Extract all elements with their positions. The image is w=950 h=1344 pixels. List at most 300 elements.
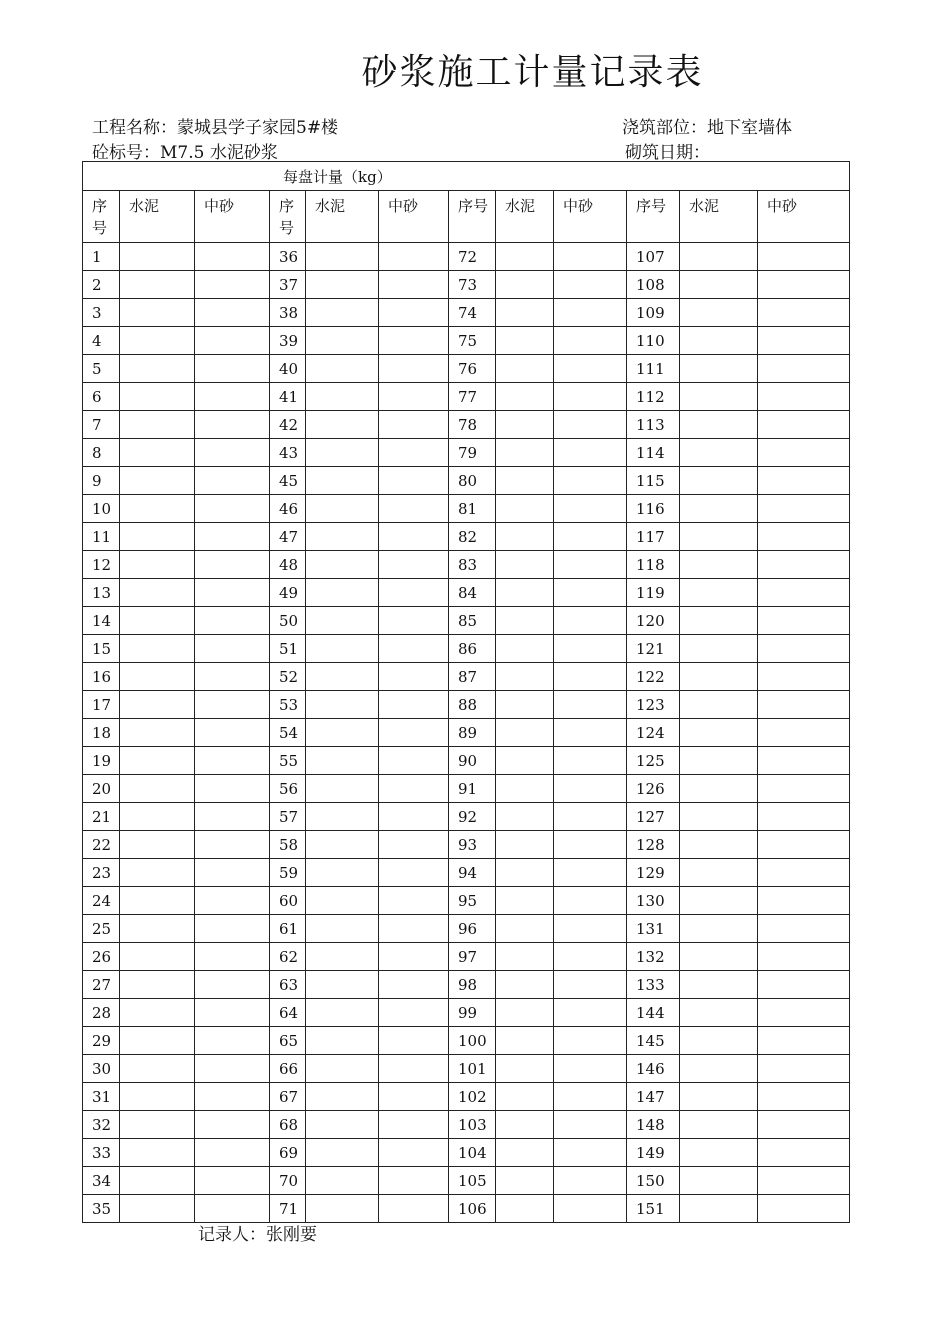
cell-sand[interactable] [379, 803, 449, 831]
cell-sand[interactable] [554, 999, 627, 1027]
cell-sand[interactable] [195, 663, 270, 691]
cell-sand[interactable] [195, 747, 270, 775]
cell-cement[interactable] [306, 887, 379, 915]
cell-cement[interactable] [680, 803, 758, 831]
cell-sand[interactable] [554, 355, 627, 383]
cell-sand[interactable] [379, 1083, 449, 1111]
cell-cement[interactable] [680, 887, 758, 915]
cell-sand[interactable] [195, 1111, 270, 1139]
cell-sand[interactable] [195, 271, 270, 299]
cell-cement[interactable] [680, 943, 758, 971]
cell-cement[interactable] [120, 607, 195, 635]
cell-cement[interactable] [496, 1139, 554, 1167]
cell-cement[interactable] [120, 439, 195, 467]
cell-cement[interactable] [680, 411, 758, 439]
cell-cement[interactable] [120, 747, 195, 775]
cell-cement[interactable] [680, 747, 758, 775]
cell-cement[interactable] [306, 271, 379, 299]
cell-sand[interactable] [195, 691, 270, 719]
cell-cement[interactable] [496, 915, 554, 943]
build-date: 砌筑日期： [625, 143, 710, 163]
cell-cement[interactable] [120, 579, 195, 607]
cell-cement[interactable] [120, 943, 195, 971]
cell-cement[interactable] [306, 635, 379, 663]
cell-sand[interactable] [195, 467, 270, 495]
cell-seq: 15 [83, 635, 120, 663]
cell-sand[interactable] [554, 719, 627, 747]
cell-cement[interactable] [496, 495, 554, 523]
cell-cement[interactable] [680, 775, 758, 803]
cell-cement[interactable] [496, 243, 554, 271]
cell-cement[interactable] [120, 999, 195, 1027]
cell-cement[interactable] [120, 271, 195, 299]
cell-cement[interactable] [496, 467, 554, 495]
cell-cement[interactable] [680, 495, 758, 523]
cell-cement[interactable] [496, 775, 554, 803]
cell-sand[interactable] [379, 551, 449, 579]
cell-sand[interactable] [758, 383, 850, 411]
cell-cement[interactable] [120, 299, 195, 327]
cell-sand[interactable] [758, 971, 850, 999]
cell-cement[interactable] [306, 467, 379, 495]
cell-sand[interactable] [379, 243, 449, 271]
cell-sand[interactable] [554, 243, 627, 271]
cell-sand[interactable] [195, 607, 270, 635]
cell-sand[interactable] [195, 775, 270, 803]
cell-cement[interactable] [680, 1083, 758, 1111]
cell-cement[interactable] [306, 691, 379, 719]
cell-cement[interactable] [680, 579, 758, 607]
cell-cement[interactable] [306, 803, 379, 831]
cell-sand[interactable] [758, 1167, 850, 1195]
cell-cement[interactable] [496, 1167, 554, 1195]
cell-sand[interactable] [379, 859, 449, 887]
cell-cement[interactable] [496, 355, 554, 383]
cell-seq: 124 [627, 719, 680, 747]
cell-cement[interactable] [496, 719, 554, 747]
cell-cement[interactable] [120, 887, 195, 915]
cell-cement[interactable] [306, 243, 379, 271]
cell-sand[interactable] [758, 299, 850, 327]
cell-sand[interactable] [758, 831, 850, 859]
cell-cement[interactable] [120, 1055, 195, 1083]
cell-sand[interactable] [554, 775, 627, 803]
cell-cement[interactable] [496, 523, 554, 551]
cell-sand[interactable] [554, 495, 627, 523]
cell-cement[interactable] [496, 439, 554, 467]
cell-sand[interactable] [195, 299, 270, 327]
cell-sand[interactable] [554, 1083, 627, 1111]
cell-cement[interactable] [120, 1083, 195, 1111]
cell-sand[interactable] [758, 271, 850, 299]
cell-cement[interactable] [496, 271, 554, 299]
cell-cement[interactable] [496, 971, 554, 999]
cell-sand[interactable] [758, 775, 850, 803]
cell-sand[interactable] [195, 551, 270, 579]
cell-cement[interactable] [496, 859, 554, 887]
cell-sand[interactable] [554, 411, 627, 439]
cell-sand[interactable] [379, 355, 449, 383]
cell-cement[interactable] [306, 1027, 379, 1055]
cell-cement[interactable] [496, 803, 554, 831]
cell-sand[interactable] [195, 495, 270, 523]
cell-cement[interactable] [120, 1111, 195, 1139]
cell-sand[interactable] [379, 747, 449, 775]
cell-cement[interactable] [680, 1027, 758, 1055]
cell-sand[interactable] [379, 943, 449, 971]
cell-sand[interactable] [195, 943, 270, 971]
cell-sand[interactable] [379, 1195, 449, 1223]
cell-sand[interactable] [195, 803, 270, 831]
cell-sand[interactable] [758, 467, 850, 495]
cell-sand[interactable] [379, 831, 449, 859]
cell-sand[interactable] [379, 271, 449, 299]
cell-cement[interactable] [680, 831, 758, 859]
cell-cement[interactable] [306, 1083, 379, 1111]
cell-cement[interactable] [680, 999, 758, 1027]
cell-sand[interactable] [195, 1027, 270, 1055]
cell-seq: 70 [270, 1167, 306, 1195]
cell-sand[interactable] [379, 411, 449, 439]
cell-sand[interactable] [379, 915, 449, 943]
cell-sand[interactable] [554, 607, 627, 635]
cell-sand[interactable] [379, 775, 449, 803]
cell-cement[interactable] [680, 299, 758, 327]
cell-sand[interactable] [195, 439, 270, 467]
header-seq: 序号 [83, 191, 120, 243]
cell-sand[interactable] [758, 579, 850, 607]
cell-sand[interactable] [379, 719, 449, 747]
table-row [83, 831, 850, 859]
cell-sand[interactable] [758, 915, 850, 943]
cell-sand[interactable] [758, 551, 850, 579]
cell-cement[interactable] [496, 411, 554, 439]
cell-sand[interactable] [379, 663, 449, 691]
cell-sand[interactable] [554, 831, 627, 859]
cell-sand[interactable] [379, 1139, 449, 1167]
cell-cement[interactable] [496, 327, 554, 355]
cell-sand[interactable] [554, 439, 627, 467]
cell-sand[interactable] [379, 439, 449, 467]
cell-sand[interactable] [379, 1055, 449, 1083]
cell-sand[interactable] [379, 327, 449, 355]
cell-seq: 63 [270, 971, 306, 999]
cell-cement[interactable] [120, 803, 195, 831]
cell-sand[interactable] [554, 1111, 627, 1139]
cell-sand[interactable] [379, 1027, 449, 1055]
cell-cement[interactable] [680, 467, 758, 495]
cell-sand[interactable] [554, 915, 627, 943]
cell-sand[interactable] [554, 579, 627, 607]
cell-cement[interactable] [306, 1055, 379, 1083]
cell-cement[interactable] [120, 523, 195, 551]
cell-cement[interactable] [496, 887, 554, 915]
cell-cement[interactable] [306, 579, 379, 607]
cell-cement[interactable] [306, 915, 379, 943]
cell-sand[interactable] [195, 243, 270, 271]
cell-sand[interactable] [195, 971, 270, 999]
cell-cement[interactable] [120, 383, 195, 411]
cell-sand[interactable] [758, 943, 850, 971]
cell-sand[interactable] [758, 439, 850, 467]
cell-cement[interactable] [496, 831, 554, 859]
cell-sand[interactable] [758, 999, 850, 1027]
cell-cement[interactable] [306, 1139, 379, 1167]
cell-sand[interactable] [758, 635, 850, 663]
table-row [83, 327, 850, 355]
cell-seq: 3 [83, 299, 120, 327]
cell-sand[interactable] [554, 747, 627, 775]
cell-sand[interactable] [554, 803, 627, 831]
cell-cement[interactable] [680, 355, 758, 383]
cell-seq: 36 [270, 243, 306, 271]
cell-sand[interactable] [554, 1027, 627, 1055]
cell-cement[interactable] [680, 271, 758, 299]
cell-sand[interactable] [195, 635, 270, 663]
cell-sand[interactable] [379, 887, 449, 915]
cell-cement[interactable] [120, 663, 195, 691]
cell-sand[interactable] [554, 1195, 627, 1223]
cell-cement[interactable] [120, 859, 195, 887]
cell-seq: 123 [627, 691, 680, 719]
cell-cement[interactable] [120, 1027, 195, 1055]
cell-cement[interactable] [496, 1195, 554, 1223]
cell-sand[interactable] [195, 831, 270, 859]
cell-sand[interactable] [758, 887, 850, 915]
cell-cement[interactable] [496, 747, 554, 775]
cell-cement[interactable] [120, 831, 195, 859]
cell-sand[interactable] [379, 383, 449, 411]
cell-sand[interactable] [554, 1139, 627, 1167]
cell-cement[interactable] [306, 439, 379, 467]
cell-sand[interactable] [554, 691, 627, 719]
cell-cement[interactable] [306, 411, 379, 439]
cell-sand[interactable] [195, 915, 270, 943]
cell-cement[interactable] [120, 495, 195, 523]
cell-cement[interactable] [496, 551, 554, 579]
cell-sand[interactable] [758, 1055, 850, 1083]
cell-sand[interactable] [379, 691, 449, 719]
cell-cement[interactable] [306, 831, 379, 859]
cell-sand[interactable] [554, 523, 627, 551]
cell-cement[interactable] [496, 999, 554, 1027]
cell-cement[interactable] [496, 691, 554, 719]
cell-cement[interactable] [680, 971, 758, 999]
cell-cement[interactable] [680, 1167, 758, 1195]
cell-cement[interactable] [496, 663, 554, 691]
cell-sand[interactable] [554, 327, 627, 355]
cell-cement[interactable] [680, 1195, 758, 1223]
cell-sand[interactable] [195, 719, 270, 747]
cell-sand[interactable] [758, 1139, 850, 1167]
cell-cement[interactable] [306, 1167, 379, 1195]
cell-cement[interactable] [306, 859, 379, 887]
cell-cement[interactable] [306, 719, 379, 747]
cell-sand[interactable] [195, 999, 270, 1027]
cell-sand[interactable] [379, 523, 449, 551]
cell-sand[interactable] [758, 691, 850, 719]
table-row [83, 859, 850, 887]
cell-sand[interactable] [379, 299, 449, 327]
cell-cement[interactable] [306, 523, 379, 551]
cell-cement[interactable] [306, 971, 379, 999]
cell-sand[interactable] [195, 859, 270, 887]
cell-cement[interactable] [120, 635, 195, 663]
cell-cement[interactable] [306, 775, 379, 803]
cell-sand[interactable] [758, 327, 850, 355]
cell-sand[interactable] [379, 635, 449, 663]
cell-sand[interactable] [554, 383, 627, 411]
cell-sand[interactable] [379, 607, 449, 635]
cell-cement[interactable] [306, 551, 379, 579]
cell-sand[interactable] [758, 1083, 850, 1111]
cell-sand[interactable] [195, 1167, 270, 1195]
cell-cement[interactable] [496, 1055, 554, 1083]
cell-seq: 32 [83, 1111, 120, 1139]
cell-sand[interactable] [379, 999, 449, 1027]
cell-cement[interactable] [120, 551, 195, 579]
cell-cement[interactable] [496, 607, 554, 635]
cell-sand[interactable] [195, 1195, 270, 1223]
cell-sand[interactable] [758, 747, 850, 775]
cell-cement[interactable] [120, 971, 195, 999]
cell-sand[interactable] [379, 467, 449, 495]
cell-sand[interactable] [758, 523, 850, 551]
cell-cement[interactable] [680, 439, 758, 467]
cell-sand[interactable] [758, 1027, 850, 1055]
cell-cement[interactable] [306, 299, 379, 327]
cell-cement[interactable] [306, 383, 379, 411]
cell-cement[interactable] [680, 327, 758, 355]
cell-sand[interactable] [554, 663, 627, 691]
cell-seq: 20 [83, 775, 120, 803]
cell-cement[interactable] [496, 579, 554, 607]
cell-cement[interactable] [496, 943, 554, 971]
cell-sand[interactable] [554, 859, 627, 887]
cell-cement[interactable] [120, 915, 195, 943]
cell-cement[interactable] [680, 243, 758, 271]
cell-cement[interactable] [496, 1083, 554, 1111]
cell-sand[interactable] [554, 467, 627, 495]
cell-sand[interactable] [195, 383, 270, 411]
cell-sand[interactable] [195, 1139, 270, 1167]
cell-cement[interactable] [680, 607, 758, 635]
header-sand: 中砂 [195, 191, 270, 243]
cell-cement[interactable] [306, 747, 379, 775]
cell-cement[interactable] [680, 719, 758, 747]
cell-sand[interactable] [195, 1083, 270, 1111]
cell-cement[interactable] [680, 663, 758, 691]
cell-cement[interactable] [120, 327, 195, 355]
cell-sand[interactable] [758, 1195, 850, 1223]
cell-sand[interactable] [758, 243, 850, 271]
cell-sand[interactable] [758, 355, 850, 383]
cell-cement[interactable] [496, 299, 554, 327]
cell-sand[interactable] [195, 579, 270, 607]
cell-cement[interactable] [120, 1167, 195, 1195]
cell-cement[interactable] [306, 1111, 379, 1139]
cell-sand[interactable] [195, 523, 270, 551]
cell-sand[interactable] [758, 859, 850, 887]
cell-cement[interactable] [680, 1139, 758, 1167]
cell-cement[interactable] [120, 243, 195, 271]
cell-sand[interactable] [758, 1111, 850, 1139]
cell-cement[interactable] [680, 691, 758, 719]
cell-sand[interactable] [554, 271, 627, 299]
cell-cement[interactable] [120, 775, 195, 803]
cell-sand[interactable] [758, 495, 850, 523]
cell-sand[interactable] [195, 887, 270, 915]
cell-cement[interactable] [680, 551, 758, 579]
cell-seq: 103 [449, 1111, 496, 1139]
cell-sand[interactable] [379, 579, 449, 607]
cell-cement[interactable] [306, 355, 379, 383]
cell-cement[interactable] [120, 1195, 195, 1223]
cell-sand[interactable] [554, 1167, 627, 1195]
cell-sand[interactable] [554, 943, 627, 971]
cell-sand[interactable] [758, 803, 850, 831]
cell-cement[interactable] [680, 1111, 758, 1139]
cell-sand[interactable] [758, 607, 850, 635]
cell-sand[interactable] [195, 1055, 270, 1083]
cell-cement[interactable] [680, 1055, 758, 1083]
cell-sand[interactable] [379, 1167, 449, 1195]
header-seq: 序号 [270, 191, 306, 243]
cell-cement[interactable] [120, 467, 195, 495]
cell-sand[interactable] [554, 635, 627, 663]
cell-cement[interactable] [496, 635, 554, 663]
cell-cement[interactable] [496, 1027, 554, 1055]
cell-sand[interactable] [554, 971, 627, 999]
cell-sand[interactable] [379, 971, 449, 999]
cell-cement[interactable] [306, 607, 379, 635]
cell-cement[interactable] [680, 383, 758, 411]
cell-cement[interactable] [496, 383, 554, 411]
cell-sand[interactable] [758, 719, 850, 747]
cell-cement[interactable] [680, 915, 758, 943]
cell-cement[interactable] [120, 691, 195, 719]
cell-cement[interactable] [306, 663, 379, 691]
cell-cement[interactable] [306, 943, 379, 971]
cell-cement[interactable] [120, 411, 195, 439]
cell-cement[interactable] [306, 999, 379, 1027]
cell-cement[interactable] [120, 1139, 195, 1167]
cell-cement[interactable] [680, 859, 758, 887]
cell-cement[interactable] [496, 1111, 554, 1139]
cell-cement[interactable] [120, 719, 195, 747]
cell-sand[interactable] [554, 1055, 627, 1083]
cell-sand[interactable] [554, 551, 627, 579]
cell-cement[interactable] [306, 327, 379, 355]
cell-sand[interactable] [379, 495, 449, 523]
cell-cement[interactable] [306, 1195, 379, 1223]
cell-seq: 2 [83, 271, 120, 299]
cell-sand[interactable] [195, 327, 270, 355]
cell-cement[interactable] [680, 523, 758, 551]
cell-sand[interactable] [379, 1111, 449, 1139]
cell-cement[interactable] [120, 355, 195, 383]
cell-seq: 26 [83, 943, 120, 971]
cell-sand[interactable] [195, 355, 270, 383]
cell-seq: 37 [270, 271, 306, 299]
cell-sand[interactable] [758, 663, 850, 691]
cell-cement[interactable] [306, 495, 379, 523]
cell-cement[interactable] [680, 635, 758, 663]
cell-sand[interactable] [758, 411, 850, 439]
cell-sand[interactable] [554, 299, 627, 327]
cell-sand[interactable] [554, 887, 627, 915]
cell-sand[interactable] [195, 411, 270, 439]
